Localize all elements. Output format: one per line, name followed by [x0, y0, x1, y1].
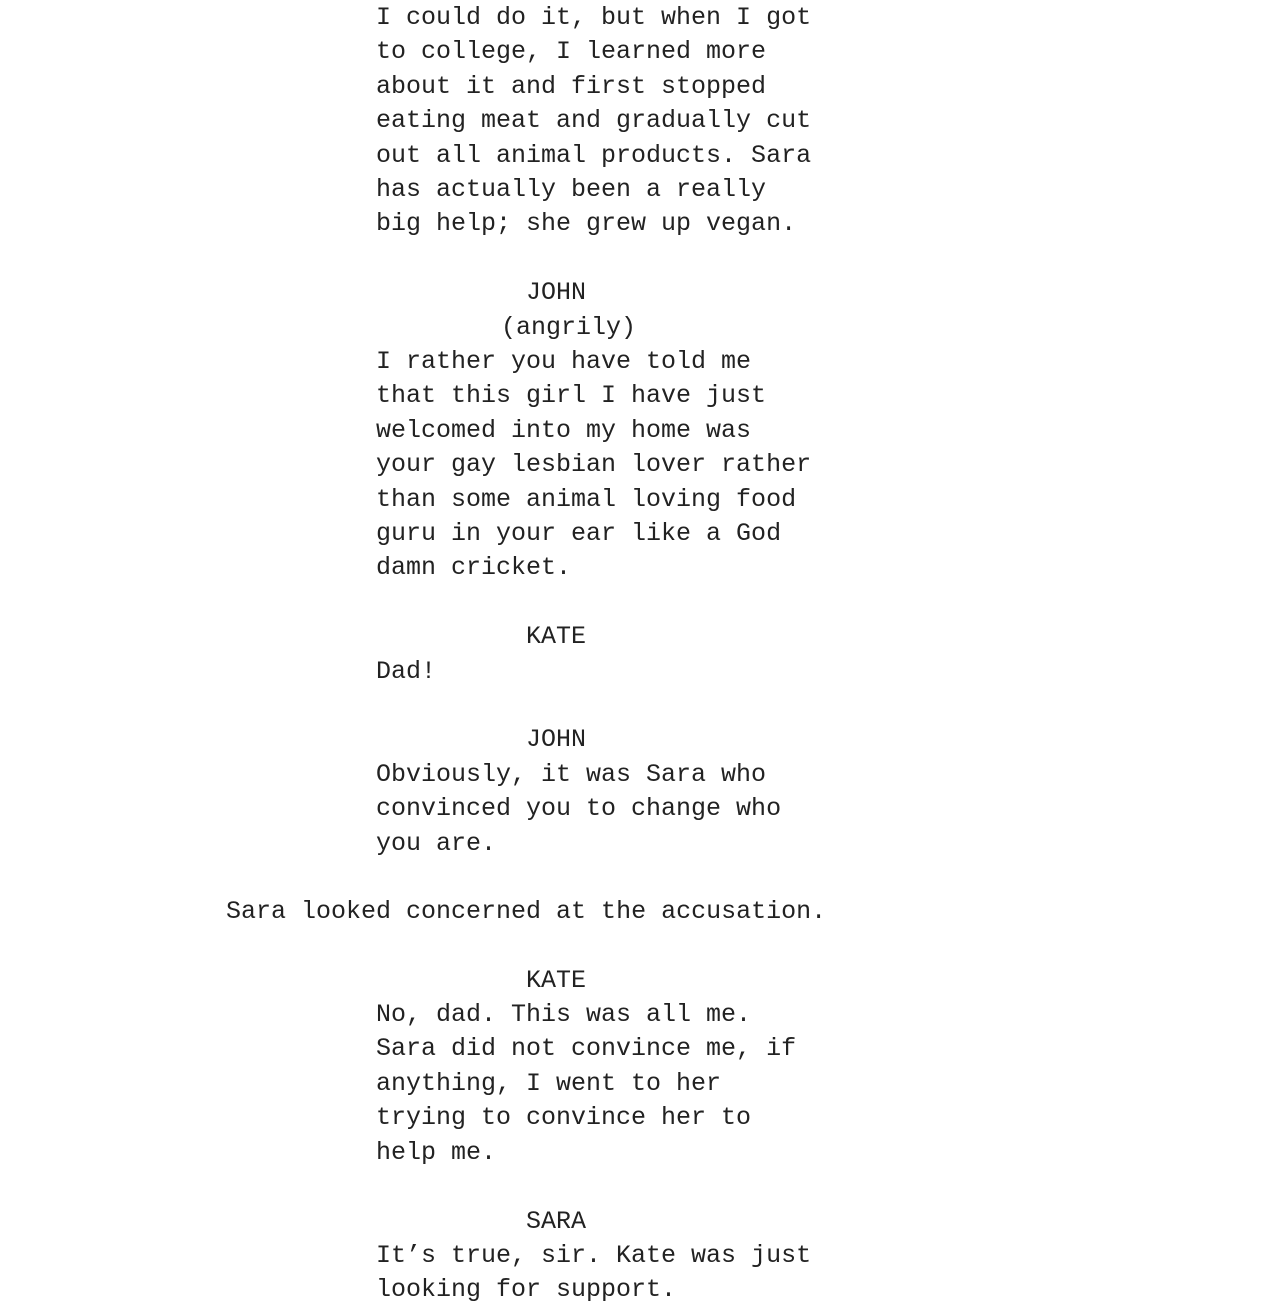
dialogue-line: damn cricket. — [376, 553, 572, 583]
character-label: KATE — [526, 966, 587, 995]
parenthetical-text: (angrily) — [501, 313, 637, 342]
dialogue-line: your gay lesbian lover rather — [376, 450, 812, 480]
dialogue-line: than some animal loving food — [376, 484, 797, 514]
character-label: JOHN — [526, 725, 587, 754]
dialogue-line: Obviously, it was Sara who — [376, 760, 767, 789]
dialogue-continued — [376, 1, 811, 242]
action-text: Sara looked concerned at the accusation. — [226, 897, 827, 926]
dialogue-line: trying to convince her to — [376, 1103, 752, 1133]
dialogue-john-1 — [376, 345, 811, 586]
dialogue-line: out all animal products. Sara — [376, 140, 812, 170]
dialogue-line: guru in your ear like a God — [376, 518, 782, 548]
character-label: SARA — [526, 1207, 587, 1236]
action-line — [226, 895, 826, 929]
parenthetical — [501, 311, 636, 345]
dialogue-line: you are. — [376, 828, 497, 858]
dialogue-sara-1 — [376, 1239, 811, 1308]
dialogue-line: Dad! — [376, 657, 437, 686]
dialogue-line: to college, I learned more — [376, 37, 767, 67]
dialogue-line: I rather you have told me — [376, 347, 752, 376]
dialogue-line: help me. — [376, 1137, 497, 1167]
dialogue-john-2 — [376, 758, 781, 861]
dialogue-line: big help; she grew up vegan. — [376, 209, 797, 239]
character-name-john — [526, 723, 586, 757]
dialogue-kate-1 — [376, 655, 436, 689]
dialogue-line: looking for support. — [376, 1275, 677, 1305]
character-name-kate — [526, 620, 586, 654]
dialogue-line: convinced you to change who — [376, 794, 782, 824]
character-label: KATE — [526, 622, 587, 651]
character-name-john — [526, 276, 586, 310]
character-name-sara — [526, 1205, 586, 1239]
dialogue-line: Sara did not convince me, if — [376, 1034, 797, 1064]
dialogue-line: eating meat and gradually cut — [376, 106, 812, 136]
dialogue-line: It’s true, sir. Kate was just — [376, 1241, 812, 1270]
dialogue-line: No, dad. This was all me. — [376, 1000, 752, 1029]
dialogue-line: that this girl I have just — [376, 381, 767, 411]
dialogue-line: anything, I went to her — [376, 1068, 722, 1098]
dialogue-line: I could do it, but when I got — [376, 3, 812, 32]
dialogue-line: has actually been a really — [376, 174, 767, 204]
dialogue-line: about it and first stopped — [376, 71, 767, 101]
dialogue-kate-2 — [376, 998, 796, 1170]
dialogue-line: welcomed into my home was — [376, 415, 752, 445]
character-name-kate — [526, 964, 586, 998]
character-label: JOHN — [526, 278, 587, 307]
